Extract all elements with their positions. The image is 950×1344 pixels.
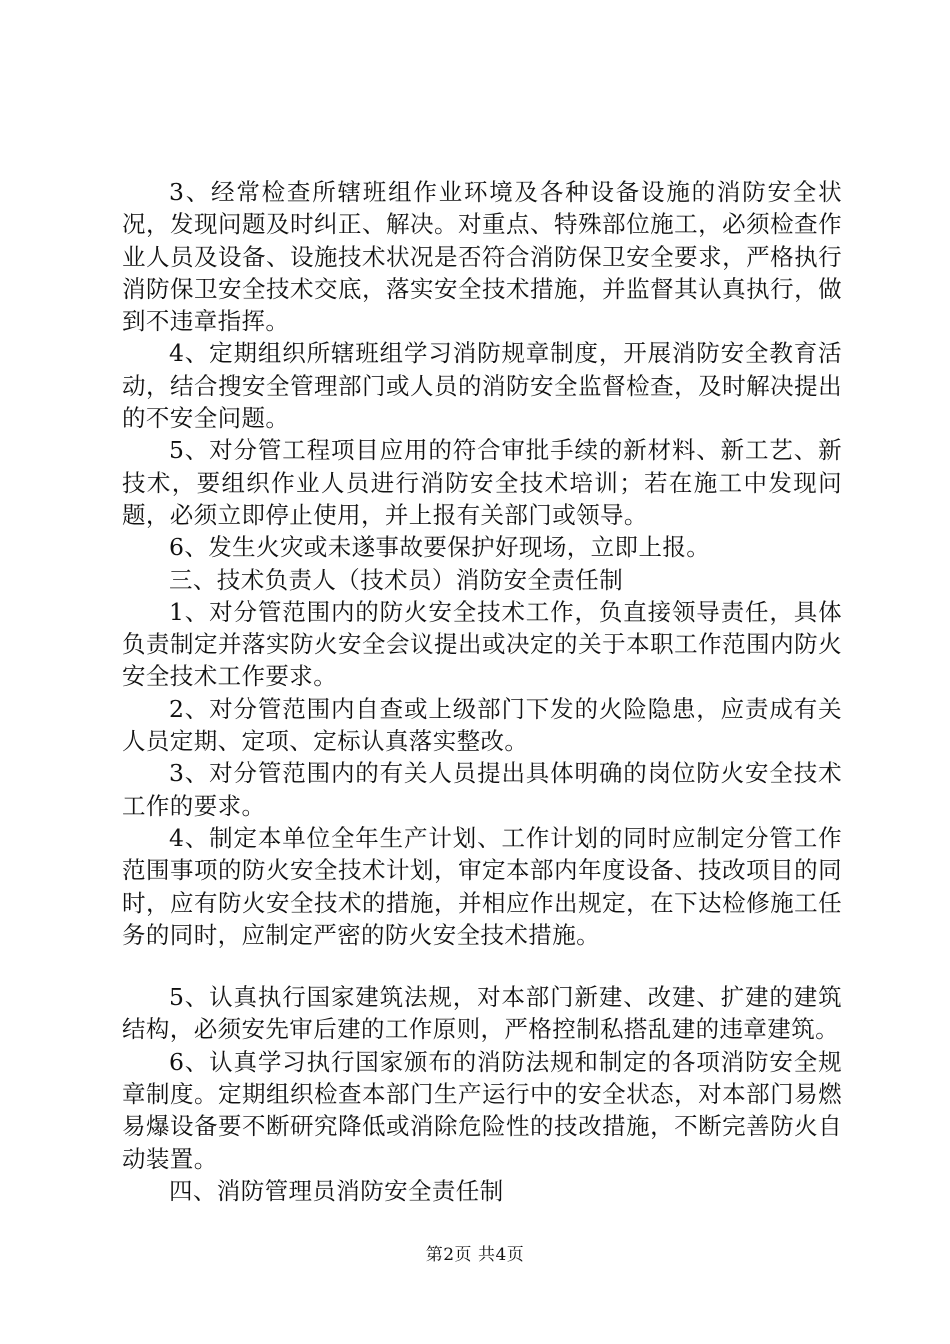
paragraph-item-4-training: 4、定期组织所辖班组学习消防规章制度，开展消防安全教育活动，结合搜安全管理部门或人员的消防安全监督检查，及时解决提出的不安全问题。 xyxy=(122,339,842,433)
paragraph-tech-item-6: 6、认真学习执行国家颁布的消防法规和制定的各项消防安全规章制度。定期组织检查本部门生产运行中的安全状态，对本部门易燃易爆设备要不断研究降低或消除危险性的技改措施，不断完善防火自动装置。 xyxy=(122,1047,842,1173)
paragraph-item-6-fire-report: 6、发生火灾或未遂事故要保护好现场，立即上报。 xyxy=(169,533,711,562)
paragraph-tech-item-5: 5、认真执行国家建筑法规，对本部门新建、改建、扩建的建筑结构，必须安先审后建的工作原则，严格控制私搭乱建的违章建筑。 xyxy=(122,983,842,1044)
paragraph-item-5-new-materials: 5、对分管工程项目应用的符合审批手续的新材料、新工艺、新技术，要组织作业人员进行消防安全技术培训；若在施工中发现问题，必须立即停止使用，并上报有关部门或领导。 xyxy=(122,436,842,529)
section-heading-4: 四、消防管理员消防安全责任制 xyxy=(169,1176,504,1205)
paragraph-tech-item-3: 3、对分管范围内的有关人员提出具体明确的岗位防火安全技术工作的要求。 xyxy=(122,759,842,820)
paragraph-tech-item-2: 2、对分管范围内自查或上级部门下发的火险隐患，应责成有关人员定期、定项、定标认真落实整改。 xyxy=(122,694,842,756)
section-heading-3: 三、技术负责人（技术员）消防安全责任制 xyxy=(169,565,624,594)
document-body xyxy=(122,176,842,1207)
paragraph-item-3-inspection: 3、经常检查所辖班组作业环境及各种设备设施的消防安全状况，发现问题及时纠正、解决。对重点、特殊部位施工，必须检查作业人员及设备、设施技术状况是否符合消防保卫安全要求，严格执行消防保卫安全技术交底，落实安全技术措施，并监督其认真执行，做到不违章指挥。 xyxy=(122,178,842,336)
page-footer: 第2页 共4页 xyxy=(425,1245,525,1265)
paragraph-tech-item-4: 4、制定本单位全年生产计划、工作计划的同时应制定分管工作范围事项的防火安全技术计划，审定本部内年度设备、技改项目的同时，应有防火安全技术的措施，并相应作出规定，在下达检修施工任务的同时，应制定严密的防火安全技术措施。 xyxy=(122,823,842,949)
paragraph-tech-item-1: 1、对分管范围内的防火安全技术工作，负直接领导责任，具体负责制定并落实防火安全会议提出或决定的关于本职工作范围内防火安全技术工作要求。 xyxy=(122,597,842,691)
